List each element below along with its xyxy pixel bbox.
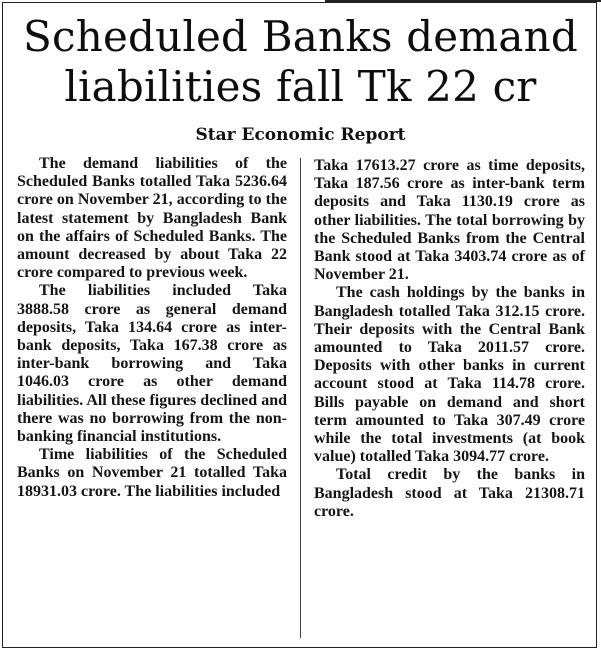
paragraph: The liabilities included Taka 3888.58 crore as general demand deposits, Taka 134.64 crore as inter-bank deposits, Taka 167.38 crore as inter-bank borrowing and Taka 1046.03 crore as other demand liabilities. All these figures declined and there was no borrowing from the non-banking financial institutions. (17, 282, 287, 446)
column-divider (300, 158, 301, 638)
paragraph: Total credit by the banks in Bangladesh stood at Taka 21308.71 crore. (314, 466, 585, 520)
right-column (314, 157, 585, 521)
headline (0, 12, 601, 112)
paragraph: Time liabilities of the Scheduled Banks on November 21 totalled Taka 18931.03 crore. The liabilities included (17, 446, 287, 500)
headline-line-1: Scheduled Banks demand (23, 12, 578, 61)
headline-line-2: liabilities fall Tk 22 cr (64, 62, 537, 111)
paragraph: The cash holdings by the banks in Bangladesh totalled Taka 312.15 crore. Their deposits with the Central Bank amounted to Taka 2011.57 crore. Deposits with other banks in current account stood at Taka 114.78 crore. Bills payable on demand and short term amounted to Taka 307.49 crore while the total investments (at book value) totalled Taka 3094.77 crore. (314, 284, 585, 466)
paragraph: Taka 17613.27 crore as time deposits, Taka 187.56 crore as inter-bank term deposits and Taka 1130.19 crore as other liabilities. The total borrowing by the Scheduled Banks from the Central Bank stood at Taka 3403.74 crore as of November 21. (314, 157, 585, 284)
left-column (17, 155, 287, 501)
paragraph: The demand liabilities of the Scheduled Banks totalled Taka 5236.64 crore on November 21, according to the latest statement by Bangladesh Bank on the affairs of Scheduled Banks. The amount decreased by about Taka 22 crore compared to previous week. (17, 155, 287, 282)
byline: Star Economic Report (195, 125, 406, 145)
